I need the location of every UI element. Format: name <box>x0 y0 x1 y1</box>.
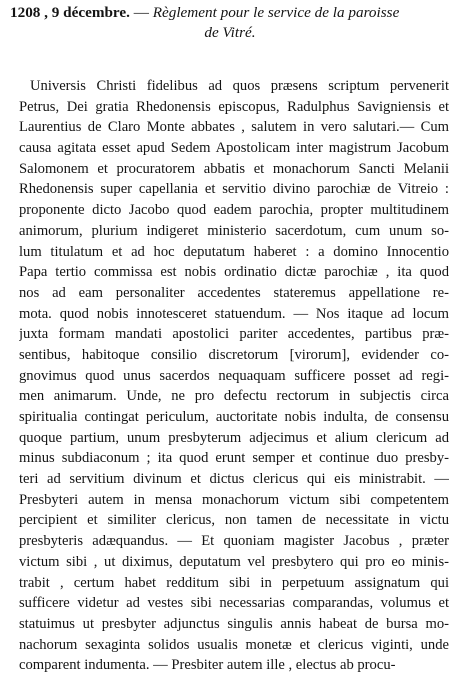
date-heading: 1208 , 9 décembre. <box>10 4 130 21</box>
text-line: gnovimus quod unus sacerdos nequaquam sufficere posset ad regi- <box>19 367 449 384</box>
text-line: nos ad eam personaliter accedentes stateremus appellatione re- <box>19 284 449 301</box>
document-header <box>10 3 450 22</box>
text-line: Rhedonensis super capellania et servitio divino parochiæ de Vitreio : <box>19 181 449 198</box>
text-line: victum sibi , ut diximus, deputatum vel presbytero qui pro eo minis- <box>19 553 449 570</box>
title-line-1: Règlement pour le service de la paroisse <box>152 4 400 21</box>
text-line: quoque partium, unum presbyterum adjecimus et alium clericum ad <box>19 429 449 446</box>
text-line: percipient et similiter clericus, non tamen de necessitate in victu <box>19 512 449 529</box>
text-line: mota. quod nobis innotesceret statuendum. — Nos itaque ad locum <box>19 305 449 322</box>
text-line: teri ad servitium divinum et dictus clericus qui eis ministrabit. — <box>19 471 449 488</box>
text-line: Presbyteri autem in mensa monachorum victum sibi competentem <box>19 491 449 508</box>
text-line: comparent indumenta. — Presbiter autem ille , electus ab procu- <box>19 657 396 674</box>
text-line: sentibus, habitoque consilio discretorum [virorum], evidender co- <box>19 346 449 363</box>
text-line: Petrus, Dei gratia Rhedonensis episcopus, Radulphus Savigniensis et <box>19 98 449 115</box>
text-line: lum titulatum et ad hoc deputatum haberet : a domino Innocentio <box>19 243 449 260</box>
text-line: sufficere videtur ad vestes sibi necessarias comparandas, volumus et <box>19 595 449 612</box>
text-line: juxta formam mandati apostolici pariter accedentes, partibus præ- <box>19 326 449 343</box>
title-line-2: de Vitré. <box>204 24 256 41</box>
text-line: nachorum sexaginta solidos usualis monetæ et clericus viginti, unde <box>19 636 449 653</box>
text-line: proponente dicto Jacobo quod eadem parochia, propter multitudinem <box>19 202 449 219</box>
text-line: Salomonem et procuratorem abbatis et monachorum Sancti Melanii <box>19 160 449 177</box>
text-line: Universis Christi fidelibus ad quos præsens scriptum pervenerit <box>30 78 449 94</box>
text-line: minus subdiaconum ; ita quod erunt semper et continue duo presby- <box>19 450 449 467</box>
text-line: animorum, plurium indigeret ministerio sacerdotum, cum unum so- <box>19 222 449 239</box>
text-line: Laurentius de Claro Monte abbates , salutem in vero salutari.— Cum <box>19 119 449 136</box>
text-line: presbyteris adæquandus. — Et quoniam magister Jacobus , præter <box>19 533 449 550</box>
text-line: men animarum. Unde, ne pro defectu rectorum in subjectis circa <box>19 388 449 405</box>
text-line: spiritualia contingat periculum, auctoritate nobis indulta, de consensu <box>19 409 449 425</box>
body-text <box>19 76 449 676</box>
text-line: causa agitata esset apud Sedem Apostolicam inter magistrum Jacobum <box>19 140 449 157</box>
text-line: trabit , certum habet redditum sibi in perpetuum assignatum qui <box>19 574 449 591</box>
text-line: Papa tertio commissa est nobis ordinatio dictæ parochiæ , ita quod <box>19 264 449 281</box>
text-line: statuimus ut presbyter adjunctus singulis annis habeat de bursa mo- <box>19 615 449 632</box>
header-dash: — <box>129 4 153 21</box>
